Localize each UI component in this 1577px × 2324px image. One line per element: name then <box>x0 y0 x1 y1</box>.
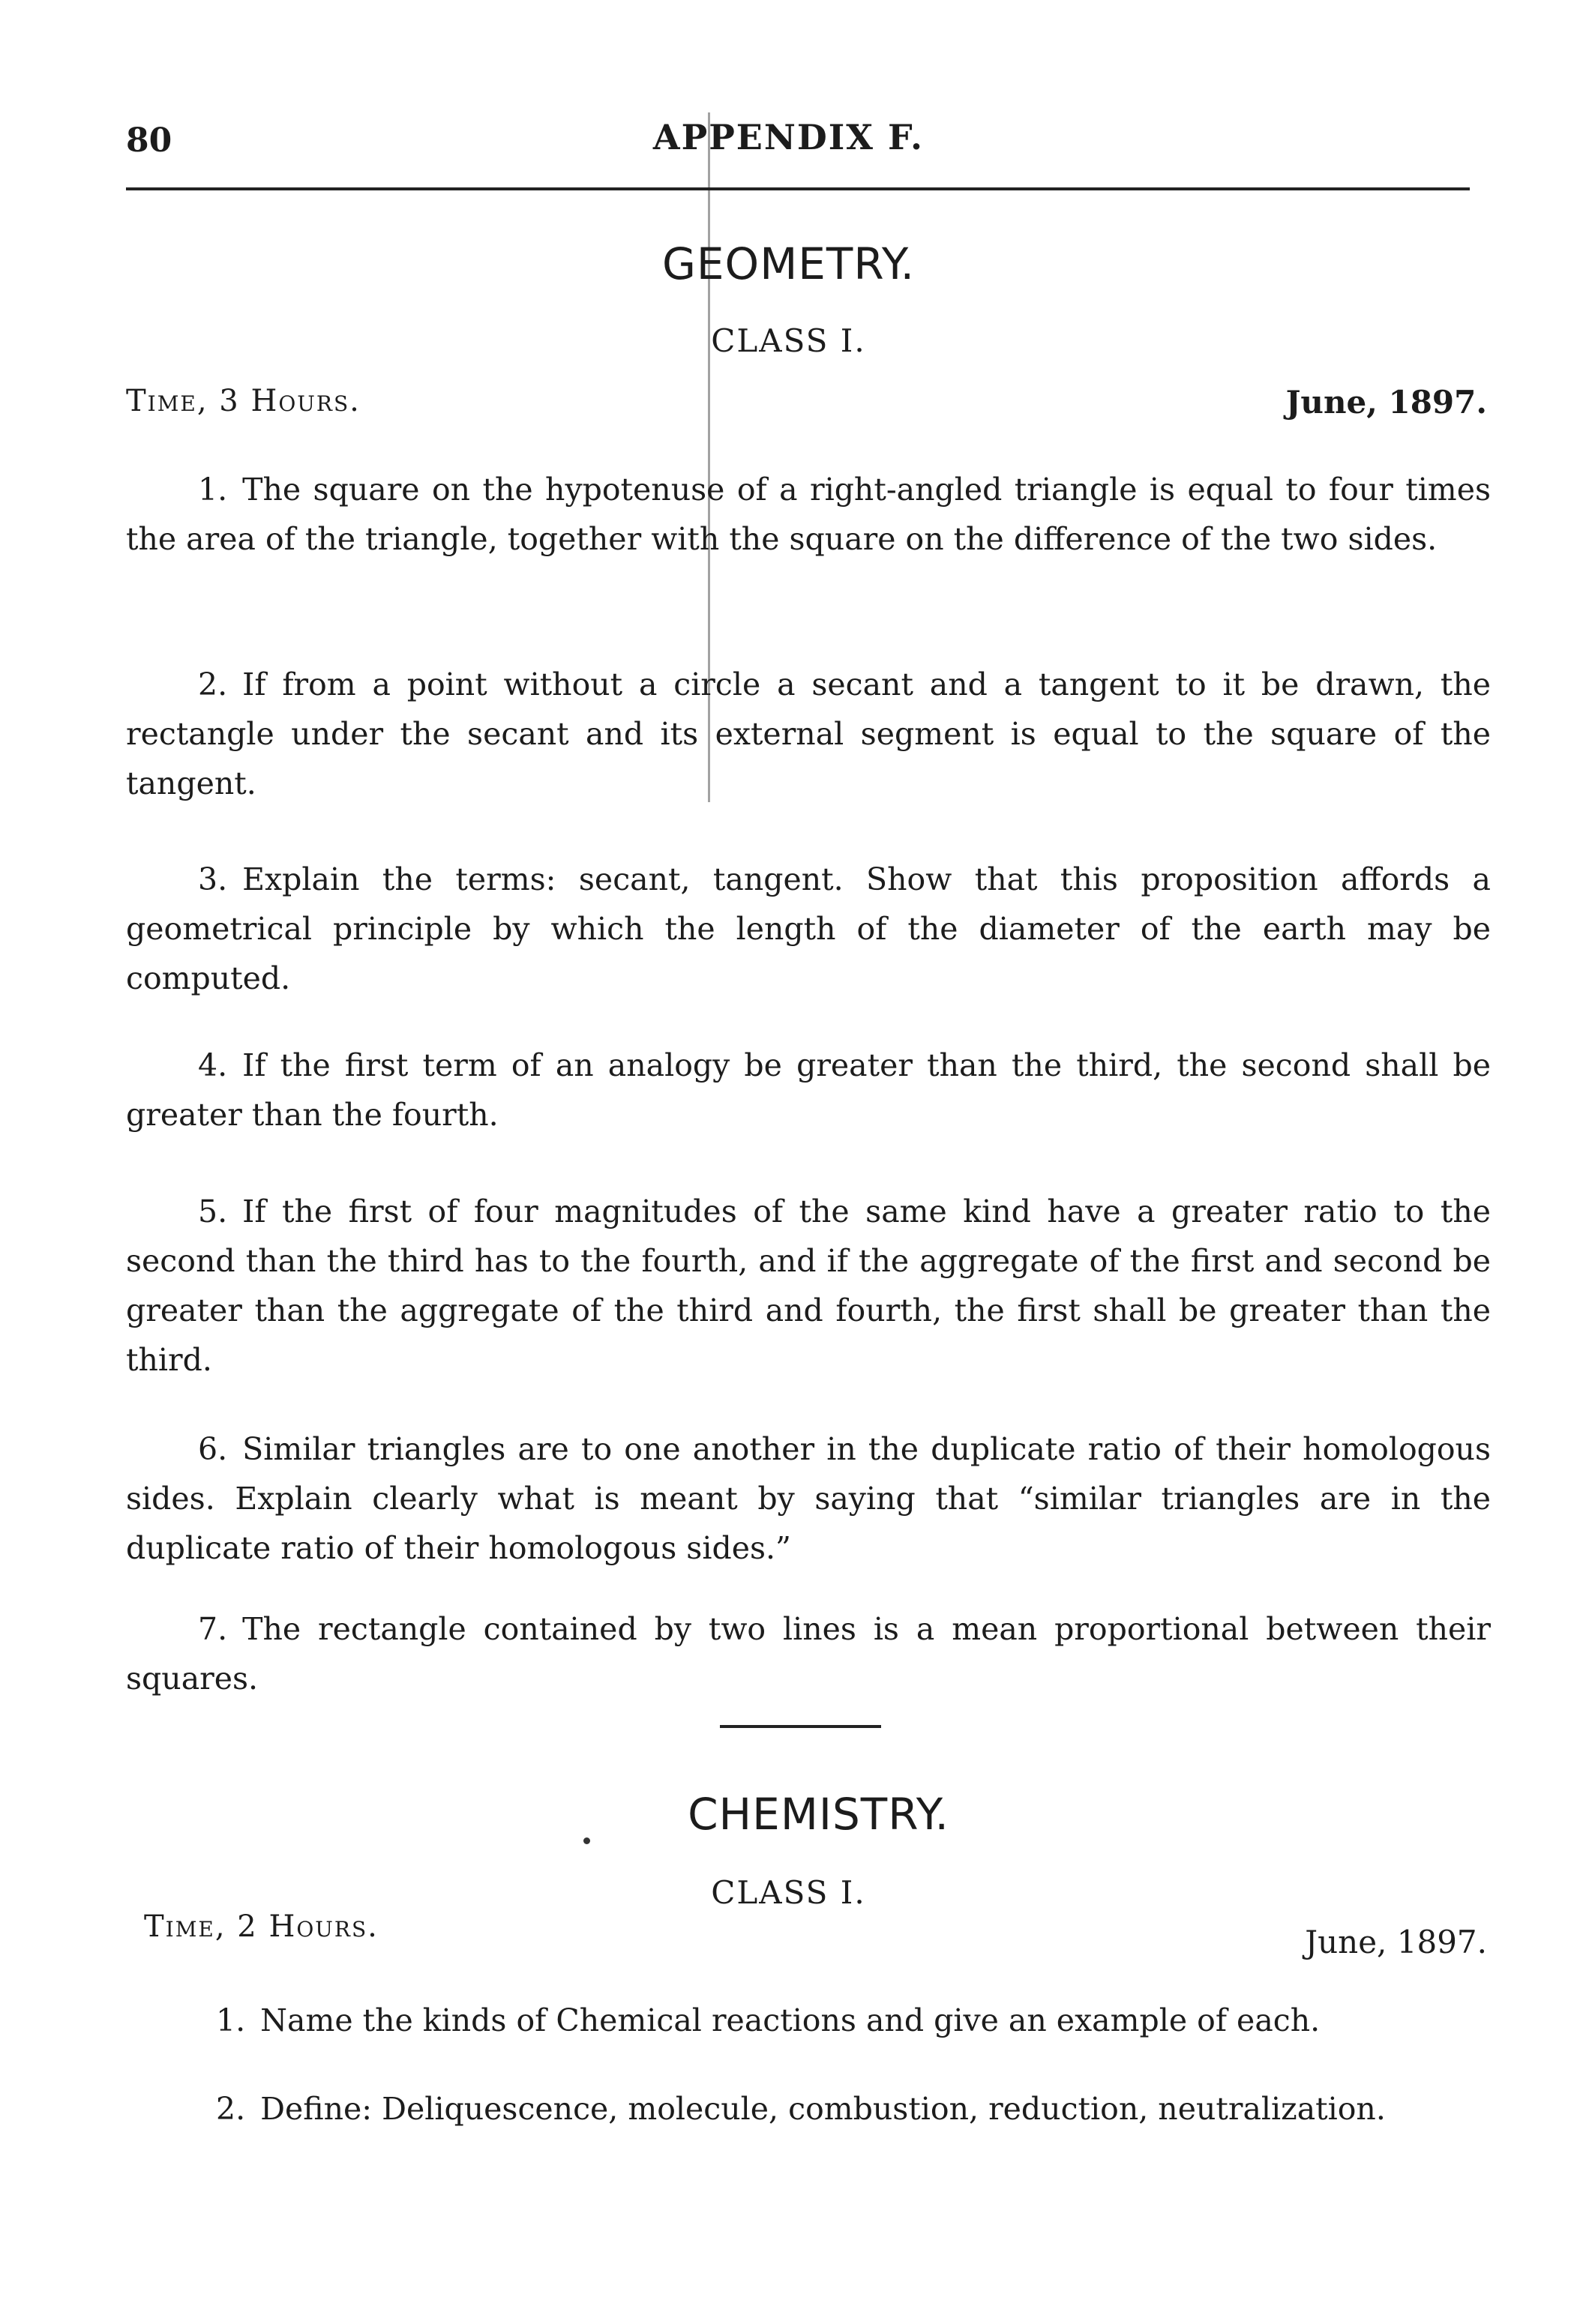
question-number: 6. <box>198 1431 228 1467</box>
question-number: 5. <box>198 1193 228 1229</box>
chemistry-time: Time, 2 Hours. <box>144 1909 379 1944</box>
geometry-class-label: CLASS I. <box>711 322 866 359</box>
chemistry-question-2 <box>144 2084 1491 2134</box>
geometry-time: Time, 3 Hours. <box>126 384 361 418</box>
question-number: 4. <box>198 1047 228 1083</box>
question-text: Explain the terms: secant, tangent. Show that this proposition affords a geometrical principle by which the length of the diameter of the earth may be computed. <box>126 861 1491 996</box>
question-text: The square on the hypotenuse of a right-angled triangle is equal to four times the area of the triangle, together with the square on the difference of the two sides. <box>126 472 1491 557</box>
question-text: If the first of four magnitudes of the same kind have a greater ratio to the second than the third has to the fourth, and if the aggregate of the first and second be greater than the aggregate of the third and fourth, the first shall be greater than the third. <box>126 1193 1491 1378</box>
question-number: 1. <box>216 2002 246 2038</box>
geometry-question-4 <box>126 1041 1491 1140</box>
running-head: APPENDIX F. <box>652 117 925 157</box>
question-text: If from a point without a circle a secant and a tangent to it be drawn, the rectangle under the secant and its external segment is equal to the square of the tangent. <box>126 666 1491 801</box>
geometry-date: June, 1897. <box>1285 384 1487 421</box>
geometry-question-1 <box>126 465 1491 564</box>
header-rule <box>126 187 1470 190</box>
geometry-question-2 <box>126 660 1491 808</box>
geometry-question-7 <box>126 1604 1491 1703</box>
chemistry-title: CHEMISTRY. <box>688 1789 949 1840</box>
question-text: Name the kinds of Chemical reactions and give an example of each. <box>260 2002 1321 2038</box>
question-number: 2. <box>198 666 228 702</box>
chemistry-question-1 <box>144 1996 1491 2045</box>
chemistry-class-label: CLASS I. <box>711 1874 866 1911</box>
geometry-question-6 <box>126 1424 1491 1573</box>
page-number: 80 <box>126 121 172 160</box>
question-text: If the first term of an analogy be greater than the third, the second shall be greater than the fourth. <box>126 1047 1491 1133</box>
chemistry-date: June, 1897. <box>1305 1924 1487 1960</box>
geometry-question-3 <box>126 855 1491 1003</box>
question-text: Similar triangles are to one another in the duplicate ratio of their homologous sides. Explain clearly what is meant by saying that “similar triangles are in the duplicate ratio of their homologous sides.” <box>126 1431 1491 1566</box>
section-divider <box>720 1725 881 1728</box>
question-number: 3. <box>198 861 228 897</box>
geometry-title: GEOMETRY. <box>661 238 916 289</box>
question-text: The rectangle contained by two lines is a mean proportional between their squares. <box>126 1611 1491 1697</box>
question-number: 2. <box>216 2091 246 2127</box>
question-text: Define: Deliquescence, molecule, combustion, reduction, neutralization. <box>260 2091 1386 2127</box>
geometry-question-5 <box>126 1187 1491 1385</box>
question-number: 7. <box>198 1611 228 1647</box>
question-number: 1. <box>198 472 228 508</box>
